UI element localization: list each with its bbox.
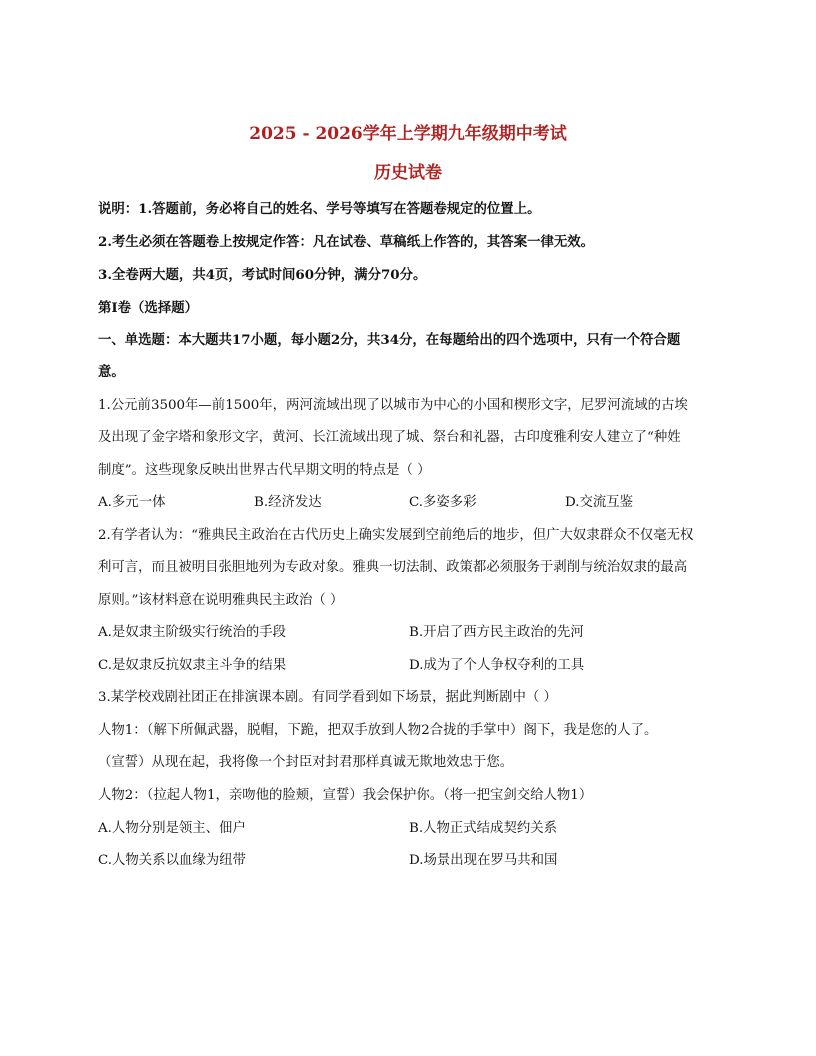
q1-option-a: A.多元一体	[98, 495, 166, 510]
q3-option-c: C.人物关系以血缘为纽带	[98, 853, 246, 868]
q3-option-a: A.人物分别是领主、佃户	[98, 821, 246, 836]
q1-option-d: D.交流互鉴	[565, 495, 634, 510]
q1-stem-line2: 及出现了金字塔和象形文字，黄河、长江流域出现了城、祭台和礼器，古印度雅利安人建立了“种姓	[98, 430, 681, 445]
section-heading-line1: 一、单选题：本大题共17小题，每小题2分，共34分，在每题给出的四个选项中，只有一个符合题	[98, 332, 681, 348]
q1-stem-line1: 1.公元前3500年—前1500年，两河流域出现了以城市为中心的小国和楔形文字，尼罗河流域的古埃	[98, 398, 688, 413]
instruction-1: 说明：1.答题前，务必将自己的姓名、学号等填写在答题卷规定的位置上。	[98, 201, 541, 217]
q1-stem-line3: 制度”。这些现象反映出世界古代早期文明的特点是（ ）	[98, 463, 431, 478]
q2-option-a: A.是奴隶主阶级实行统治的手段	[98, 625, 287, 640]
q3-option-b: B.人物正式结成契约关系	[409, 821, 558, 836]
q3-stem-line1: 3.某学校戏剧社团正在排演课本剧。有同学看到如下场景，据此判断剧中（ ）	[98, 690, 557, 705]
part-label: 第Ⅰ卷（选择题）	[98, 300, 198, 316]
q1-option-b: B.经济发达	[254, 495, 322, 510]
section-heading-line2: 意。	[98, 364, 125, 380]
instruction-3: 3.全卷两大题，共4页，考试时间60分钟，满分70分。	[98, 267, 427, 283]
instruction-2: 2.考生必须在答题卷上按规定作答：凡在试卷、草稿纸上作答的，其答案一律无效。	[98, 234, 595, 250]
q3-option-d: D.场景出现在罗马共和国	[409, 853, 558, 868]
q3-stem-line2: 人物1：（解下所佩武器，脱帽，下跪，把双手放到人物2合拢的手掌中）阁下，我是您的人了。	[98, 723, 658, 738]
q2-stem-line1: 2.有学者认为：“雅典民主政治在古代历史上确实发展到空前绝后的地步，但广大奴隶群众不仅毫无权	[98, 528, 694, 543]
q1-option-c: C.多姿多彩	[409, 495, 477, 510]
q2-option-c: C.是奴隶反抗奴隶主斗争的结果	[98, 658, 287, 673]
q3-stem-line3: （宣誓）从现在起，我将像一个封臣对封君那样真诚无欺地效忠于您。	[98, 755, 514, 770]
q2-stem-line3: 原则。”该材料意在说明雅典民主政治（ ）	[98, 593, 344, 608]
exam-subtitle: 历史试卷	[374, 163, 442, 183]
q3-stem-line4: 人物2：（拉起人物1，亲吻他的脸颊，宣誓）我会保护你。（将一把宝剑交给人物1）	[98, 788, 593, 803]
q2-option-d: D.成为了个人争权夺利的工具	[409, 658, 585, 673]
q2-option-b: B.开启了西方民主政治的先河	[409, 625, 584, 640]
exam-title: 2025 - 2026学年上学期九年级期中考试	[249, 124, 567, 144]
q2-stem-line2: 利可言，而且被明目张胆地列为专政对象。雅典一切法制、政策都必须服务于剥削与统治奴隶的最高	[98, 560, 688, 575]
